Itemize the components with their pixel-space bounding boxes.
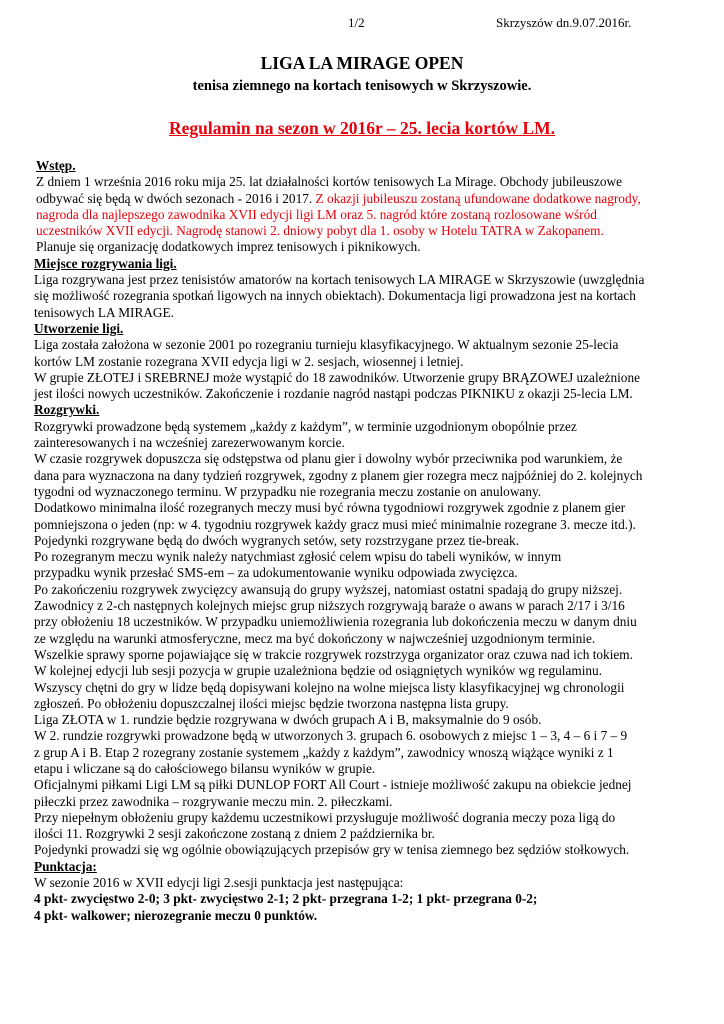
paragraph-line: Przy niepełnym obłożeniu grupy każdemu uczestnikowi przysługuje możliwość dogrania meczy poza ligą do	[34, 809, 616, 825]
paragraph-line: pomniejszona o jeden (np: w 4. tygodniu rozgrywek każdy gracz musi mieć minimalnie rozegrane 3. mecze itd.).	[34, 516, 636, 532]
document-body	[34, 158, 706, 924]
paragraph-line: Planuje się organizację dodatkowych imprez tenisowych i piknikowych.	[36, 239, 421, 255]
section-utworzenie	[34, 321, 706, 402]
paragraph-line: z grup A i B. Etap 2 rozegrany zostanie systemem „każdy z każdym”, zawodnicy wnoszą wiążące wyniki z 1	[34, 744, 614, 760]
section-heading-utworzenie: Utworzenie ligi.	[34, 320, 124, 336]
jubilee-prize-text: uczestników XVII edycji. Nagrodę stanowi 2. dniowy pobyt dla 1. osoby w Hotelu TATRA w Zakopanem.	[36, 223, 604, 239]
paragraph-line: etapu i wliczane są do całościowego bilansu wyników w grupie.	[34, 760, 376, 776]
paragraph-line: Wszelkie sprawy sporne pojawiające się w trakcie rozgrywek rozstrzyga organizator oraz czuwa nad ich tokiem.	[34, 646, 633, 662]
paragraph-line: zainteresowanych i na wcześniej zarezerwowanym korcie.	[34, 435, 345, 451]
jubilee-prize-text: nagroda dla najlepszego zawodnika XVII edycji ligi LM oraz 5. nagród które zostaną rozlosowane wśród	[36, 206, 597, 222]
scoring-rules: 4 pkt- walkower; nierozegranie meczu 0 punktów.	[34, 907, 318, 923]
paragraph-line: Pojedynki rozgrywane będą do dwóch wygranych setów, sety rozstrzygane przez tie-break.	[34, 532, 520, 548]
paragraph-line: Po rozegranym meczu wynik należy natychmiast zgłosić celem wpisu do tabeli wyników, w innym	[34, 549, 562, 565]
paragraph-line: tenisowych LA MIRAGE.	[34, 304, 174, 320]
paragraph-line: Rozgrywki prowadzone będą systemem „każdy z każdym”, w terminie uzgodnionym obopólnie przez	[34, 418, 577, 434]
document-subtitle: tenisa ziemnego na kortach tenisowych w Skrzyszowie.	[192, 78, 532, 94]
paragraph-line: Liga została założona w sezonie 2001 po rozegraniu turnieju klasyfikacyjnego. W aktualnym sezonie 25-lecia	[34, 337, 619, 353]
section-heading-rozgrywki: Rozgrywki.	[34, 402, 100, 418]
paragraph-line: Oficjalnymi piłkami Ligi LM są piłki DUNLOP FORT All Court - istnieje możliwość zakupu na obiekcie jednej	[34, 777, 632, 793]
paragraph-line: W grupie ZŁOTEJ i SREBRNEJ może wystąpić do 18 zawodników. Utworzenie grupy BRĄZOWEJ uzależnione	[34, 369, 640, 385]
paragraph-line: przy obłożeniu 18 uczestników. W przypadku uniemożliwienia rozegrania lub dokończenia meczu w danym dniu	[34, 614, 637, 630]
section-punktacja	[34, 859, 706, 924]
paragraph-line: Wszyscy chętni do gry w lidze będą dopisywani kolejno na wolne miejsca listy klasyfikacyjnej wg chronologii	[34, 679, 625, 695]
paragraph-line: przypadku wynik przesłać SMS-em – za udokumentowanie wyniku odpowiada zwycięzca.	[34, 565, 518, 581]
paragraph-line: ilości 11. Rozgrywki 2 sesji zakończone zostaną z dniem 2 października br.	[34, 826, 435, 842]
paragraph-line: Liga rozgrywana jest przez tenisistów amatorów na kortach tenisowych LA MIRAGE w Skrzyszowie (uwzględnia	[34, 272, 645, 288]
section-rozgrywki	[34, 402, 706, 858]
section-wstep	[34, 158, 706, 256]
paragraph-line: kortów LM zostanie rozegrana XVII edycja ligi w 2. sesjach, wiosennej i letniej.	[34, 353, 464, 369]
paragraph-line: W kolejnej edycji lub sesji pozycja w grupie uzależniona będzie od osiągniętych wyników wg regulaminu.	[34, 663, 603, 679]
paragraph-line: tygodni od wyznaczonego terminu. W przypadku nie rozegrania meczu zostanie on anulowany.	[34, 483, 542, 499]
jubilee-prize-text: Z okazji jubileuszu zostaną ufundowane dodatkowe nagrody,	[315, 190, 641, 206]
paragraph-line: jest ilości nowych uczestników. Zakończenie i rozdanie nagród nastąpi podczas PIKNIKU z okazji 25-lecia LM.	[34, 386, 633, 402]
paragraph-line: piłeczki przez zawodnika – rozgrywanie meczu min. 2. piłeczkami.	[34, 793, 393, 809]
paragraph-line: dana para wyznaczona na dany tydzień rozgrywek, zgodny z planem gier rozegra mecz najpóźniej do 2. kolejnych	[34, 467, 643, 483]
place-date: Skrzyszów dn.9.07.2016r.	[496, 15, 632, 30]
section-heading-wstep: Wstęp.	[36, 158, 76, 173]
paragraph-line: Zawodnicy z 2-ch następnych kolejnych miejsc grup niższych rozgrywają baraże o awans w parach 2/17 i 3/16	[34, 598, 625, 614]
scoring-rules: 4 pkt- zwycięstwo 2-0; 3 pkt- zwycięstwo 2-1; 2 pkt- przegrana 1-2; 1 pkt- przegrana 0-2;	[34, 891, 538, 907]
page-number: 1/2	[348, 15, 365, 30]
paragraph-line: W sezonie 2016 w XVII edycji ligi 2.sesji punktacja jest następująca:	[34, 875, 404, 891]
paragraph-line: Z dniem 1 września 2016 roku mija 25. lat działalności kortów tenisowych La Mirage. Obchody jubileuszowe	[36, 174, 623, 190]
document-title: LIGA LA MIRAGE OPEN	[260, 53, 464, 73]
section-heading-punktacja: Punktacja:	[34, 858, 97, 874]
text-black: odbywać się będą w dwóch sezonach - 2016 i 2017.	[36, 190, 316, 206]
paragraph-line: Dodatkowo minimalna ilość rozegranych meczy musi być równa tygodniowi rozgrywek zgodnie z planem gier	[34, 500, 626, 516]
section-heading-miejsce: Miejsce rozgrywania ligi.	[34, 255, 177, 271]
paragraph-line: Liga ZŁOTA w 1. rundzie będzie rozgrywana w dwóch grupach A i B, maksymalnie do 9 osób.	[34, 712, 542, 728]
paragraph-line: się możliwość rozegrania spotkań ligowych na innych obiektach). Dokumentacja ligi prowadzona jest na kortach	[34, 288, 636, 304]
paragraph-line: ze względu na warunki atmosferyczne, mecz ma być dokończony w najwcześniej uzgodnionym terminie.	[34, 630, 596, 646]
paragraph-line: Po zakończeniu rozgrywek zwycięzcy awansują do grupy wyższej, natomiast ostatni spadają do grupy niższej.	[34, 581, 623, 597]
section-miejsce	[34, 256, 706, 321]
paragraph-line: Pojedynki prowadzi się wg ogólnie obowiązujących przepisów gry w tenisa ziemnego bez sędziów stołkowych.	[34, 842, 630, 858]
regulamin-title: Regulamin na sezon w 2016r – 25. lecia kortów LM.	[168, 118, 556, 138]
paragraph-line: zgłoszeń. Po obłożeniu dopuszczalnej ilości miejsc będzie tworzona następna lista grupy.	[34, 695, 509, 711]
paragraph-line: W czasie rozgrywek dopuszcza się odstępstwa od planu gier i dowolny wybór przeciwnika pod warunkiem, że	[34, 451, 623, 467]
paragraph-line: W 2. rundzie rozgrywki prowadzone będą w utworzonych 3. grupach 6. osobowych z miejsc 1 – 3, 4 – 6 i 7 – 9	[34, 728, 628, 744]
paragraph-line	[34, 191, 706, 207]
